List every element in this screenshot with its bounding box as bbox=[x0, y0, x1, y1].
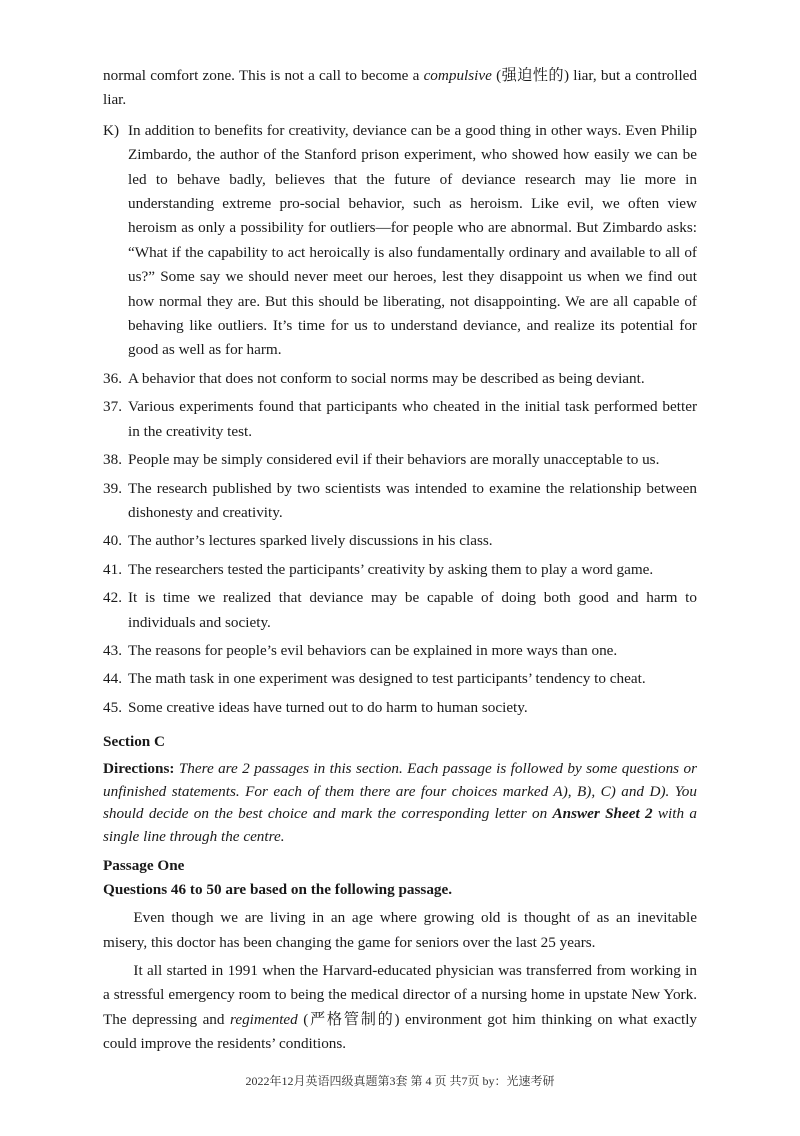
paragraph-k bbox=[103, 119, 697, 363]
passage-one-subtitle: Questions 46 to 50 are based on the following passage. bbox=[103, 881, 453, 899]
section-c-title: Section C bbox=[103, 733, 166, 751]
statement-text: People may be simply considered evil if their behaviors are morally unacceptable to us. bbox=[128, 451, 660, 469]
text: It all started in 1991 when the Harvard-educated physician was transferred from working in a stressful emergency room to being the medical director of a nursing home in upstate New York. The depressing and bbox=[103, 961, 697, 1028]
statement-number: 42. bbox=[103, 589, 122, 607]
text: normal comfort zone. This is not a call to become a bbox=[103, 67, 424, 84]
statement-item bbox=[103, 586, 697, 635]
paragraph-label: K) bbox=[103, 121, 120, 139]
statement-item bbox=[103, 367, 697, 391]
statement-item bbox=[103, 639, 697, 663]
statement-text: Various experiments found that participants who cheated in the initial task performed better in the creativity test. bbox=[128, 398, 697, 440]
statement-item bbox=[103, 558, 697, 582]
statement-item bbox=[103, 529, 697, 553]
statement-number: 38. bbox=[103, 451, 122, 469]
directions-label: Directions: bbox=[103, 760, 175, 778]
statement-item bbox=[103, 448, 697, 472]
answer-sheet-ref: Answer Sheet 2 bbox=[552, 805, 653, 823]
page-footer: 2022年12月英语四级真题第3套 第 4 页 共7页 by：光速考研 bbox=[245, 1073, 555, 1088]
statement-number: 44. bbox=[103, 670, 122, 688]
statement-text: It is time we realized that deviance may be capable of doing both good and harm to individuals and society. bbox=[128, 589, 697, 631]
text: liar, but a controlled liar. bbox=[103, 67, 698, 109]
statement-text: The math task in one experiment was designed to test participants’ tendency to cheat. bbox=[128, 670, 646, 688]
passage-paragraph-1: Even though we are living in an age where growing old is thought of as an inevitable misery, this doctor has been changing the game for seniors over the last 25 years. bbox=[103, 909, 697, 951]
statement-number: 41. bbox=[103, 560, 122, 578]
statement-number: 36. bbox=[103, 369, 122, 387]
directions bbox=[103, 758, 697, 848]
vocab-word: regimented bbox=[230, 1010, 298, 1028]
directions-text: There are 2 passages in this section. Each passage is followed by some questions or unfinished statements. For each of them there are four choices marked A), B), C) and D). You should decide on the best choice and mark the corresponding letter on bbox=[103, 760, 697, 823]
statement-text: The research published by two scientists was intended to examine the relationship between dishonesty and creativity. bbox=[128, 479, 697, 521]
statement-number: 37. bbox=[103, 398, 122, 416]
statement-item bbox=[103, 667, 697, 691]
chinese-gloss: (强迫性的) bbox=[491, 67, 574, 84]
chinese-gloss: (严格管制的) bbox=[297, 1010, 406, 1028]
continuation-paragraph bbox=[103, 64, 697, 113]
statement-text: A behavior that does not conform to social norms may be described as being deviant. bbox=[128, 369, 645, 387]
statement-number: 43. bbox=[103, 641, 122, 659]
statement-text: The reasons for people’s evil behaviors can be explained in more ways than one. bbox=[128, 641, 618, 659]
statements-list bbox=[103, 367, 697, 720]
statement-number: 39. bbox=[103, 479, 122, 497]
statement-number: 40. bbox=[103, 532, 122, 550]
passage-one-title: Passage One bbox=[103, 857, 185, 875]
statement-item bbox=[103, 696, 697, 720]
statement-item bbox=[103, 477, 697, 526]
statement-text: Some creative ideas have turned out to do harm to human society. bbox=[128, 698, 528, 716]
statement-item bbox=[103, 395, 697, 444]
text: environment got him thinking on what exactly could improve the residents’ conditions. bbox=[103, 1010, 698, 1053]
statement-text: The researchers tested the participants’ creativity by asking them to play a word game. bbox=[128, 560, 654, 578]
statement-number: 45. bbox=[103, 698, 122, 716]
paragraph-text: In addition to benefits for creativity, deviance can be a good thing in other ways. Even Philip Zimbardo, the author of the Stanford prison experiment, who showed how easily we can be led to behave badly, believes that the future of deviance research may lie more in understanding extreme pro-social behavior, such as heroism. Like evil, we often view heroism as only a possibility for outliers—for people who are abnormal. But Zimbardo asks: “What if the capability to act heroically is also fundamentally ordinary and available to all of us?” Some say we should never meet our heroes, lest they disappoint us when we find out how normal they are. But this should be liberating, not disappointing. We are all capable of behaving like outliers. It’s time for us to understand deviance, and realize its potential for good as well as for harm. bbox=[128, 121, 697, 359]
directions-text-end: with a single line through the centre. bbox=[103, 805, 697, 845]
vocab-word: compulsive bbox=[423, 67, 492, 84]
statement-text: The author’s lectures sparked lively discussions in his class. bbox=[128, 532, 493, 550]
passage-paragraph-2 bbox=[103, 959, 697, 1057]
